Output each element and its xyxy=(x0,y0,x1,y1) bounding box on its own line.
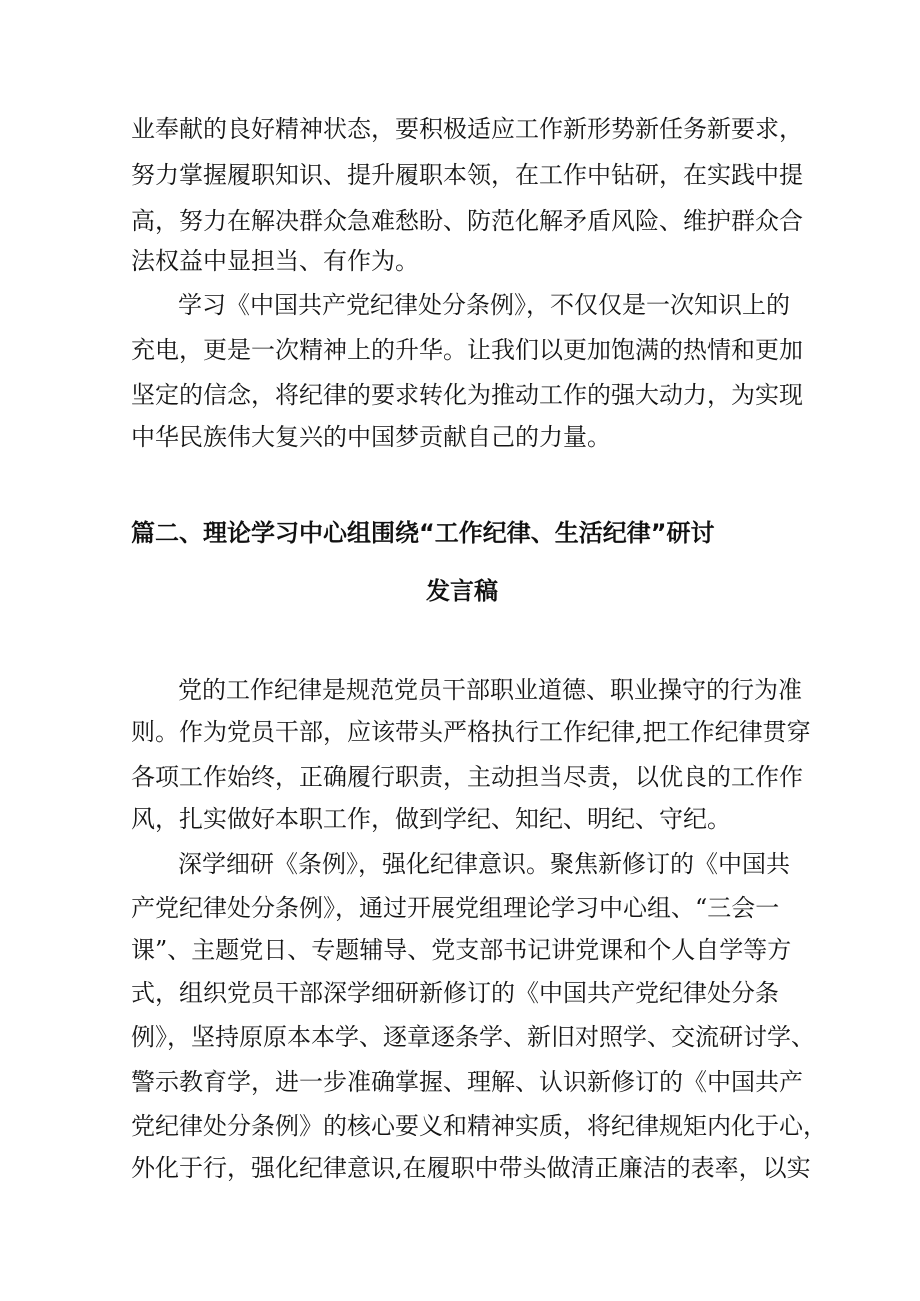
paragraph-2-line-2: 充电，更是一次精神上的升华。让我们以更加饱满的热情和更加 xyxy=(131,336,803,364)
paragraph-1-line-2: 努力掌握履职知识、提升履职本领，在工作中钻研，在实践中提 xyxy=(131,161,803,189)
paragraph-4-line-3: 课”、主题党日、专题辅导、党支部书记讲党课和个人自学等方 xyxy=(131,936,792,964)
paragraph-2-line-4: 中华民族伟大复兴的中国梦贡献自己的力量。 xyxy=(131,423,611,451)
paragraph-3-line-2: 则。作为党员干部，应该带头严格执行工作纪律,把工作纪律贯穿 xyxy=(131,718,811,746)
paragraph-4-line-2: 产党纪律处分条例》，通过开展党组理论学习中心组、“三会一 xyxy=(131,894,780,922)
paragraph-1-line-4: 法权益中显担当、有作为。 xyxy=(131,247,419,275)
paragraph-3-line-4: 风，扎实做好本职工作，做到学纪、知纪、明纪、守纪。 xyxy=(131,805,731,833)
paragraph-2-line-1: 学习《中国共产党纪律处分条例》，不仅仅是一次知识上的 xyxy=(178,291,790,319)
paragraph-3-line-3: 各项工作始终，正确履行职责，主动担当尽责，以优良的工作作 xyxy=(131,763,803,791)
paragraph-4-line-5: 例》，坚持原原本本学、逐章逐条学、新旧对照学、交流研讨学、 xyxy=(131,1023,815,1051)
paragraph-2-line-3: 坚定的信念，将纪律的要求转化为推动工作的强大动力，为实现 xyxy=(131,381,803,409)
paragraph-4-line-6: 警示教育学，进一步准确掌握、理解、认识新修订的《中国共产 xyxy=(131,1068,803,1096)
section-heading-line-2: 发言稿 xyxy=(426,577,498,605)
paragraph-1-line-1: 业奉献的良好精神状态，要积极适应工作新形势新任务新要求， xyxy=(131,115,803,143)
section-heading-line-1: 篇二、理论学习中心组围绕“工作纪律、生活纪律”研讨 xyxy=(131,519,715,547)
paragraph-4-line-8: 外化于行，强化纪律意识,在履职中带头做清正廉洁的表率，以实 xyxy=(131,1154,811,1182)
paragraph-4-line-1: 深学细研《条例》，强化纪律意识。聚焦新修订的《中国共 xyxy=(178,850,790,878)
paragraph-4-line-4: 式，组织党员干部深学细研新修订的《中国共产党纪律处分条 xyxy=(131,979,779,1007)
paragraph-4-line-7: 党纪律处分条例》的核心要义和精神实质，将纪律规矩内化于心， xyxy=(131,1112,827,1140)
paragraph-1-line-3: 高，努力在解决群众急难愁盼、防范化解矛盾风险、维护群众合 xyxy=(131,207,803,235)
paragraph-3-line-1: 党的工作纪律是规范党员干部职业道德、职业操守的行为准 xyxy=(178,676,802,704)
